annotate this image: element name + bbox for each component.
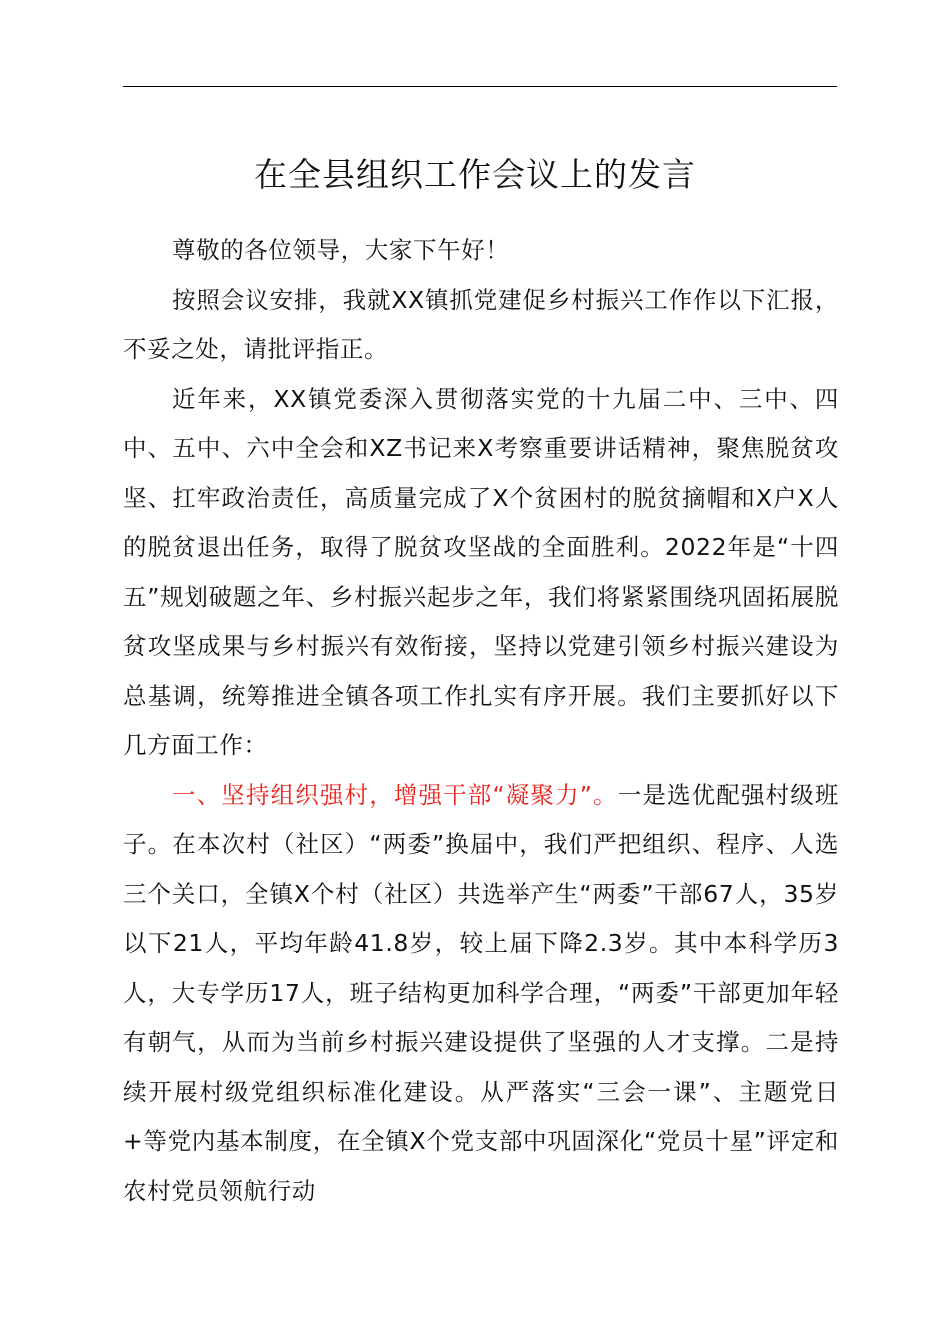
- greeting-text: 尊敬的各位领导，大家下午好！: [172, 236, 510, 264]
- background-paragraph: [123, 375, 839, 771]
- header-rule: [123, 86, 837, 87]
- document-title: 在全县组织工作会议上的发言: [254, 155, 696, 194]
- intro-text: 按照会议安排，我就XX镇抓党建促乡村振兴工作作以下汇报，不妥之处，请批评指正。: [123, 285, 839, 363]
- section-one-paragraph: [123, 771, 839, 1217]
- greeting-paragraph: [123, 226, 839, 276]
- section-one-heading: 一、坚持组织强村，增强干部“凝聚力”。: [172, 780, 618, 809]
- background-text: 近年来，XX镇党委深入贯彻落实党的十九届二中、三中、四中、五中、六中全会和XZ书记来X考察重要讲话精神，聚焦脱贫攻坚、扛牢政治责任，高质量完成了X个贫困村的脱贫摘帽和X户X人的脱贫退出任务，取得了脱贫攻坚战的全面胜利。2022年是“十四五”规划破题之年、乡村振兴起步之年，我们将紧紧围绕巩固拓展脱贫攻坚成果与乡村振兴有效衔接，坚持以党建引领乡村振兴建设为总基调，统筹推进全镇各项工作扎实有序开展。我们主要抓好以下几方面工作：: [123, 384, 839, 759]
- document-body: [123, 226, 839, 1216]
- intro-paragraph: [123, 276, 839, 375]
- section-one-text: 一是选优配强村级班子。在本次村（社区）“两委”换届中，我们严把组织、程序、人选三个关口，全镇X个村（社区）共选举产生“两委”干部67人，35岁以下21人，平均年龄41.8岁，较上届下降2.3岁。其中本科学历3人，大专学历17人，班子结构更加科学合理，“两委”干部更加年轻有朝气，从而为当前乡村振兴建设提供了坚强的人才支撑。二是持续开展村级党组织标准化建设。从严落实“三会一课”、主题党日+等党内基本制度，在全镇X个党支部中巩固深化“党员十星”评定和农村党员领航行动: [123, 780, 840, 1205]
